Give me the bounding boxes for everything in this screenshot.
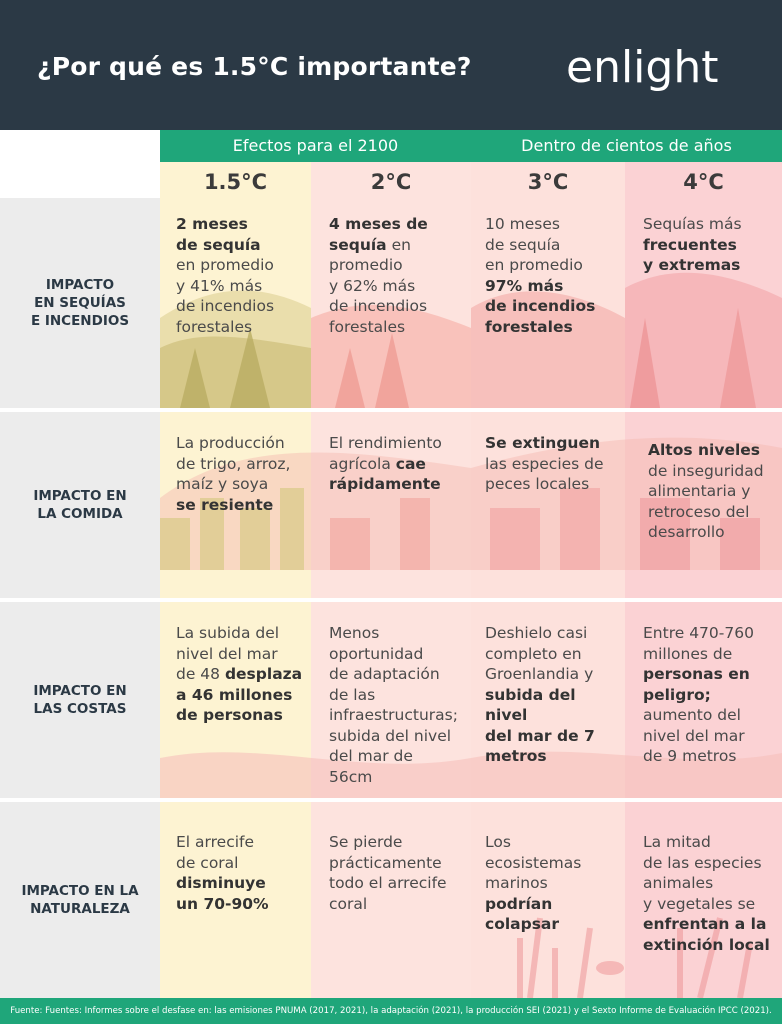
row-label-text: IMPACTO EN LAS COSTAS xyxy=(33,683,127,717)
logo-text: enlight xyxy=(566,42,719,93)
cell-text-bold: frecuentes y extremas xyxy=(643,235,741,274)
cell-text: El rendimiento agrícola xyxy=(329,434,442,473)
logo-mark xyxy=(566,36,726,100)
cell-text-bold: 97% más de incendios forestales xyxy=(485,276,596,336)
cell-costas-3 xyxy=(485,623,623,767)
cell-text-bold: podrían colapsar xyxy=(485,894,560,933)
cell-text: La mitad de las especies animales y vegetales se xyxy=(643,833,762,913)
row-label-text: IMPACTO EN LA NATURALEZA xyxy=(21,883,139,917)
cell-text: La producción de trigo, arroz, maíz y soya xyxy=(176,434,291,493)
cell-text-bold: desplaza a 46 millones de personas xyxy=(176,665,303,724)
cell-text-bold: Altos niveles xyxy=(648,441,761,459)
cell-text-bold: se resiente xyxy=(176,495,274,514)
cell-text-bold: Se extinguen xyxy=(485,434,601,452)
cell-text: de inseguridad alimentaria y retroceso del desarrollo xyxy=(648,461,764,541)
cell-text: Sequías más xyxy=(643,215,742,233)
cell-text: Deshielo casi completo en Groenlandia y xyxy=(485,624,594,683)
cell-costas-2 xyxy=(329,623,469,787)
cell-text-bold: disminuye un 70-90% xyxy=(176,874,269,913)
cell-comida-3 xyxy=(485,433,623,495)
row-label-text: IMPACTO EN LA COMIDA xyxy=(33,488,127,522)
cell-comida-2 xyxy=(329,433,469,495)
cell-text-bold: 4 meses de sequía xyxy=(329,215,428,254)
page-title: ¿Por qué es 1.5°C importante? xyxy=(37,52,472,81)
cell-text: Se pierde prácticamente todo el arrecife coral xyxy=(329,833,447,913)
temp-header-2: 2°C xyxy=(370,170,412,194)
cell-costas-4 xyxy=(643,623,781,767)
temp-header-1-5: 1.5°C xyxy=(203,170,268,194)
cell-naturaleza-1-5 xyxy=(176,832,311,914)
cell-text: Menos oportunidad de adaptación de las infraestructuras; subida del nivel del mar de 56cm xyxy=(329,624,458,786)
row-label-sequias xyxy=(0,198,160,408)
row-label-comida xyxy=(0,412,160,598)
cell-text: en promedio y 62% más de incendios forestales xyxy=(329,235,428,336)
cell-naturaleza-4 xyxy=(643,832,781,955)
cell-sequias-1-5 xyxy=(176,214,311,337)
row-label-text: IMPACTO EN SEQUÍAS E INCENDIOS xyxy=(30,277,130,329)
cell-sequias-3 xyxy=(485,214,623,337)
row-separator xyxy=(160,408,782,412)
cell-text: La subida del nivel del mar de 48 xyxy=(176,624,280,683)
cell-text-bold: enfrentan a la extinción local xyxy=(643,915,770,954)
enlight-logo xyxy=(566,36,726,100)
cell-text-bold: cae rápidamente xyxy=(329,454,441,493)
cell-text-bold: subida del nivel del mar de 7 metros xyxy=(485,685,595,765)
cell-text: las especies de peces locales xyxy=(485,454,604,493)
cell-sequias-2 xyxy=(329,214,469,337)
band-2100: Efectos para el 2100 xyxy=(160,130,471,162)
cell-text-bold: personas en peligro; xyxy=(643,665,750,704)
cell-naturaleza-3 xyxy=(485,832,623,935)
cell-text: El arrecife de coral xyxy=(176,833,255,872)
cell-text: Los ecosistemas marinos xyxy=(485,833,582,892)
temp-header-4: 4°C xyxy=(683,170,724,194)
cell-text: 10 meses de sequía en promedio xyxy=(485,215,583,274)
cell-text: aumento del nivel del mar de 9 metros xyxy=(643,706,745,765)
row-label-naturaleza xyxy=(0,802,160,998)
cell-text-bold: 2 meses de sequía xyxy=(176,215,261,254)
cell-text: en promedio y 41% más de incendios forestales xyxy=(176,256,275,336)
cell-sequias-4 xyxy=(643,214,781,276)
band-centuries: Dentro de cientos de años xyxy=(471,130,782,162)
row-separator xyxy=(160,798,782,802)
row-separator xyxy=(160,598,782,602)
cell-comida-4 xyxy=(648,440,782,543)
temp-header-3: 3°C xyxy=(527,170,569,194)
cell-naturaleza-2 xyxy=(329,832,469,914)
source-footer: Fuente: Fuentes: Informes sobre el desfase en: las emisiones PNUMA (2017, 2021), la adaptación (2021), la producción SEI (2021) y el Sexto Informe de Evaluación IPCC (2021). xyxy=(0,998,782,1024)
cell-text: Entre 470-760 millones de xyxy=(643,624,754,663)
cell-comida-1-5 xyxy=(176,433,311,515)
header-bar xyxy=(0,0,782,130)
corner-cell xyxy=(0,130,160,198)
row-label-costas xyxy=(0,602,160,798)
cell-costas-1-5 xyxy=(176,623,311,726)
